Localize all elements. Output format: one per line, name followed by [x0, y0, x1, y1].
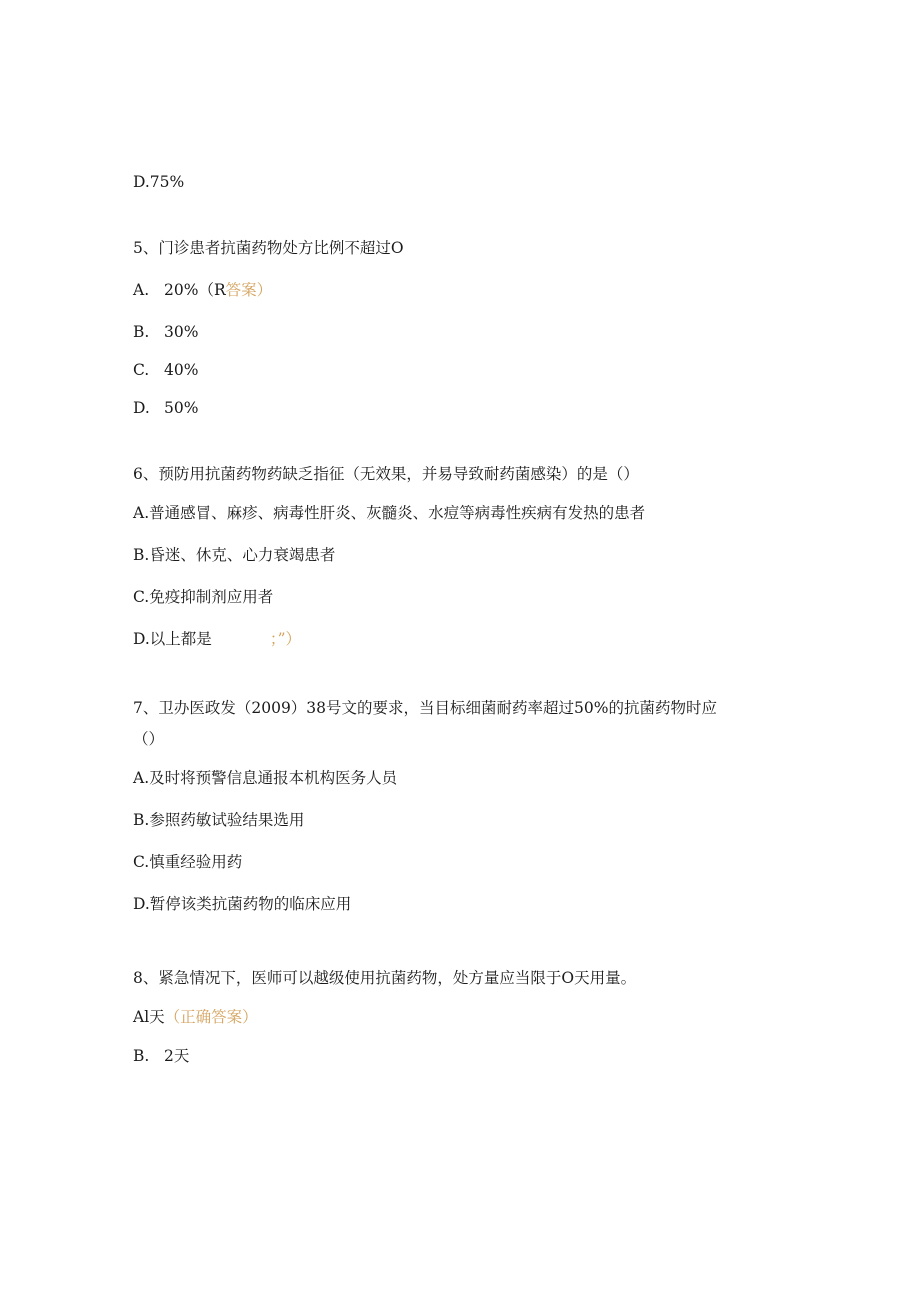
q7-question-line2: （） — [133, 730, 165, 748]
option-letter: D. — [133, 399, 150, 417]
option-text: 2天 — [164, 1047, 190, 1065]
q6-option-b: B.昏迷、休克、心力衰竭患者 — [133, 546, 336, 564]
q5-option-c — [133, 360, 198, 380]
q7-option-d: D.暂停该类抗菌药物的临床应用 — [133, 895, 352, 913]
q5-option-d — [133, 398, 198, 418]
option-letter: B. — [133, 323, 150, 341]
option-letter: B. — [133, 1047, 150, 1065]
q5-question: 5、门诊患者抗菌药物处方比例不超过O — [133, 239, 404, 257]
q6-option-a: A.普通感冒、麻疹、病毒性肝炎、灰髓炎、水痘等病毒性疾病有发热的患者 — [133, 504, 646, 522]
q7-option-c: C.慎重经验用药 — [133, 853, 243, 871]
option-text: D.以上都是 — [133, 630, 212, 648]
answer-mark: 答案） — [225, 281, 273, 299]
option-letter: C. — [133, 361, 150, 379]
q4-option-d: D.75% — [133, 173, 185, 191]
q5-option-a — [133, 280, 272, 300]
option-text: 40% — [164, 361, 199, 379]
answer-mark: （正确答案） — [164, 1008, 258, 1026]
answer-mark: ；”） — [269, 630, 301, 648]
option-text: 20%（R — [164, 281, 226, 299]
option-text: 30% — [164, 323, 199, 341]
option-text: 50% — [164, 399, 199, 417]
q7-option-a: A.及时将预警信息通报本机构医务人员 — [133, 769, 398, 787]
q7-option-b: B.参照药敏试验结果选用 — [133, 811, 305, 829]
q5-option-b — [133, 322, 198, 342]
q8-option-a — [133, 1007, 258, 1027]
q8-question: 8、紧急情况下，医师可以越级使用抗菌药物，处方量应当限于O天用量。 — [133, 969, 637, 987]
q6-option-d — [133, 629, 301, 649]
option-text: Al天 — [133, 1008, 165, 1026]
q7-question-line1: 7、卫办医政发（2009）38号文的要求，当目标细菌耐药率超过50%的抗菌药物时应 — [133, 699, 717, 717]
q6-question: 6、预防用抗菌药物药缺乏指征（无效果，并易导致耐药菌感染）的是（） — [133, 465, 639, 483]
option-letter: A. — [133, 281, 150, 299]
q8-option-b — [133, 1046, 189, 1066]
q6-option-c: C.免疫抑制剂应用者 — [133, 588, 274, 606]
